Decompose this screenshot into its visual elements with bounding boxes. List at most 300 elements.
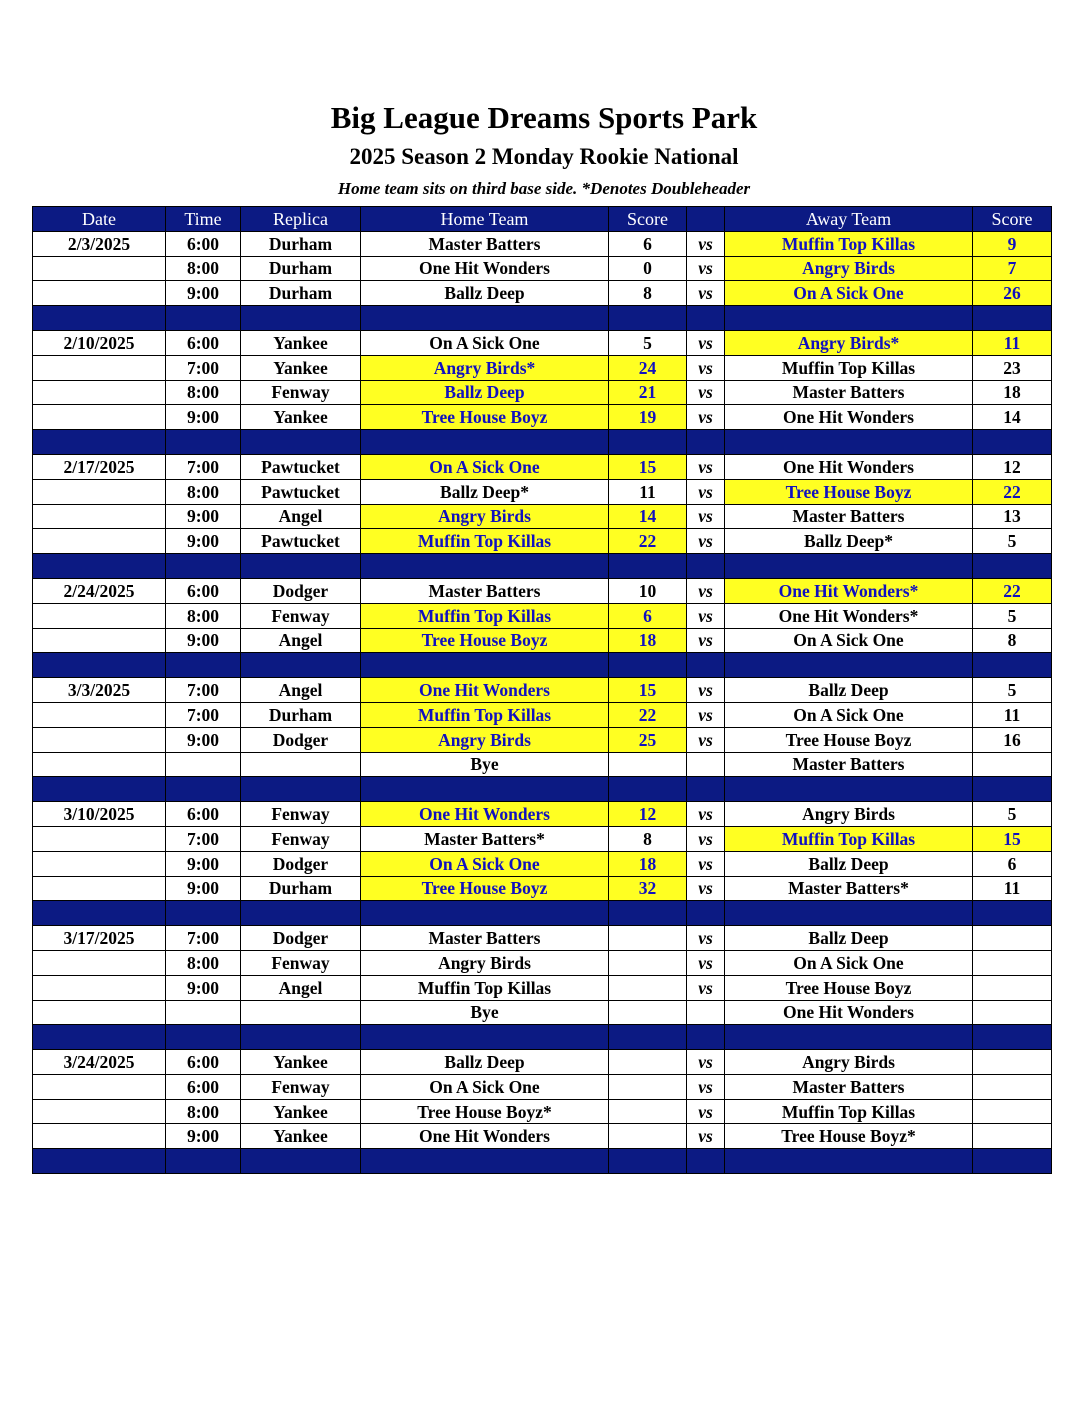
vs-cell: vs xyxy=(687,926,725,951)
time-cell: 6:00 xyxy=(166,1074,241,1099)
away-score-cell: 11 xyxy=(973,876,1052,901)
separator-cell xyxy=(361,1149,609,1174)
separator-cell xyxy=(361,430,609,455)
replica-cell: Durham xyxy=(241,281,361,306)
separator-cell xyxy=(687,306,725,331)
replica-cell: Yankee xyxy=(241,1124,361,1149)
separator-cell xyxy=(725,777,973,802)
table-row xyxy=(33,926,1052,951)
separator-cell xyxy=(973,653,1052,678)
home-score-cell: 15 xyxy=(609,678,687,703)
vs-cell: vs xyxy=(687,975,725,1000)
home-score-cell: 14 xyxy=(609,504,687,529)
away-team-cell: One Hit Wonders xyxy=(725,405,973,430)
away-team-cell: On A Sick One xyxy=(725,281,973,306)
home-team-cell: Angry Birds xyxy=(361,504,609,529)
away-score-cell: 15 xyxy=(973,826,1052,851)
time-cell: 7:00 xyxy=(166,454,241,479)
home-score-cell: 11 xyxy=(609,479,687,504)
home-score-cell xyxy=(609,1000,687,1025)
table-row xyxy=(33,876,1052,901)
date-cell xyxy=(33,752,166,777)
replica-cell: Dodger xyxy=(241,851,361,876)
table-row xyxy=(33,851,1052,876)
separator-cell xyxy=(609,430,687,455)
separator-cell xyxy=(609,554,687,579)
separator-cell xyxy=(973,777,1052,802)
replica-cell: Yankee xyxy=(241,1050,361,1075)
date-cell xyxy=(33,380,166,405)
date-cell: 2/17/2025 xyxy=(33,454,166,479)
time-cell: 9:00 xyxy=(166,504,241,529)
replica-cell: Durham xyxy=(241,231,361,256)
away-score-cell: 5 xyxy=(973,802,1052,827)
date-cell xyxy=(33,851,166,876)
away-team-cell: Master Batters xyxy=(725,752,973,777)
week-separator-row xyxy=(33,901,1052,926)
home-score-cell xyxy=(609,975,687,1000)
away-score-cell: 11 xyxy=(973,330,1052,355)
table-row xyxy=(33,578,1052,603)
away-team-cell: Ballz Deep* xyxy=(725,529,973,554)
replica-cell: Fenway xyxy=(241,1074,361,1099)
away-score-cell: 5 xyxy=(973,678,1052,703)
time-cell: 9:00 xyxy=(166,975,241,1000)
time-cell: 9:00 xyxy=(166,876,241,901)
away-team-cell: Master Batters xyxy=(725,380,973,405)
away-team-cell: Ballz Deep xyxy=(725,926,973,951)
separator-cell xyxy=(609,653,687,678)
away-team-cell: Angry Birds xyxy=(725,1050,973,1075)
separator-cell xyxy=(687,430,725,455)
separator-cell xyxy=(241,306,361,331)
vs-cell: vs xyxy=(687,1124,725,1149)
away-team-cell: Tree House Boyz xyxy=(725,975,973,1000)
home-team-cell: Muffin Top Killas xyxy=(361,975,609,1000)
separator-cell xyxy=(33,1149,166,1174)
home-team-cell: Angry Birds xyxy=(361,950,609,975)
separator-cell xyxy=(609,306,687,331)
away-team-cell: Tree House Boyz* xyxy=(725,1124,973,1149)
separator-cell xyxy=(973,430,1052,455)
vs-cell: vs xyxy=(687,504,725,529)
date-cell xyxy=(33,727,166,752)
away-score-cell: 14 xyxy=(973,405,1052,430)
separator-cell xyxy=(33,777,166,802)
week-separator-row xyxy=(33,653,1052,678)
home-score-cell xyxy=(609,1099,687,1124)
date-cell xyxy=(33,1000,166,1025)
vs-cell: vs xyxy=(687,802,725,827)
separator-cell xyxy=(33,653,166,678)
home-score-cell: 22 xyxy=(609,529,687,554)
away-score-cell xyxy=(973,950,1052,975)
table-row xyxy=(33,603,1052,628)
date-cell: 3/24/2025 xyxy=(33,1050,166,1075)
replica-cell: Yankee xyxy=(241,405,361,430)
separator-cell xyxy=(241,554,361,579)
home-score-cell: 15 xyxy=(609,454,687,479)
date-cell xyxy=(33,479,166,504)
col-header-home-team: Home Team xyxy=(361,207,609,232)
separator-cell xyxy=(687,653,725,678)
table-row xyxy=(33,678,1052,703)
away-score-cell xyxy=(973,1099,1052,1124)
time-cell xyxy=(166,1000,241,1025)
time-cell: 9:00 xyxy=(166,851,241,876)
separator-cell xyxy=(33,306,166,331)
date-cell: 2/24/2025 xyxy=(33,578,166,603)
away-score-cell xyxy=(973,752,1052,777)
away-team-cell: One Hit Wonders* xyxy=(725,578,973,603)
separator-cell xyxy=(973,1149,1052,1174)
date-cell xyxy=(33,1099,166,1124)
time-cell: 9:00 xyxy=(166,281,241,306)
separator-cell xyxy=(166,1149,241,1174)
separator-cell xyxy=(361,777,609,802)
away-score-cell: 26 xyxy=(973,281,1052,306)
separator-cell xyxy=(725,306,973,331)
separator-cell xyxy=(725,1149,973,1174)
vs-cell: vs xyxy=(687,1074,725,1099)
time-cell: 7:00 xyxy=(166,355,241,380)
date-cell xyxy=(33,603,166,628)
separator-cell xyxy=(166,777,241,802)
home-score-cell: 5 xyxy=(609,330,687,355)
vs-cell: vs xyxy=(687,355,725,380)
replica-cell: Fenway xyxy=(241,603,361,628)
vs-cell xyxy=(687,1000,725,1025)
date-cell xyxy=(33,281,166,306)
home-team-cell: Tree House Boyz xyxy=(361,405,609,430)
home-score-cell xyxy=(609,950,687,975)
date-cell xyxy=(33,950,166,975)
vs-cell: vs xyxy=(687,876,725,901)
col-header-away-score: Score xyxy=(973,207,1052,232)
separator-cell xyxy=(973,554,1052,579)
schedule-table xyxy=(32,206,1052,1174)
table-row xyxy=(33,975,1052,1000)
home-team-cell: Angry Birds* xyxy=(361,355,609,380)
home-score-cell: 24 xyxy=(609,355,687,380)
vs-cell xyxy=(687,752,725,777)
time-cell: 6:00 xyxy=(166,802,241,827)
separator-cell xyxy=(973,901,1052,926)
time-cell: 9:00 xyxy=(166,628,241,653)
away-score-cell: 6 xyxy=(973,851,1052,876)
table-row xyxy=(33,231,1052,256)
separator-cell xyxy=(241,777,361,802)
col-header-vs xyxy=(687,207,725,232)
vs-cell: vs xyxy=(687,281,725,306)
separator-cell xyxy=(361,901,609,926)
schedule-body xyxy=(33,231,1052,1173)
week-separator-row xyxy=(33,1025,1052,1050)
date-cell: 3/10/2025 xyxy=(33,802,166,827)
away-score-cell: 13 xyxy=(973,504,1052,529)
home-team-cell: Master Batters* xyxy=(361,826,609,851)
replica-cell: Angel xyxy=(241,628,361,653)
home-team-cell: One Hit Wonders xyxy=(361,678,609,703)
replica-cell: Yankee xyxy=(241,330,361,355)
home-team-cell: Muffin Top Killas xyxy=(361,603,609,628)
home-score-cell: 8 xyxy=(609,826,687,851)
away-score-cell: 9 xyxy=(973,231,1052,256)
home-team-cell: On A Sick One xyxy=(361,851,609,876)
away-team-cell: Ballz Deep xyxy=(725,851,973,876)
separator-cell xyxy=(241,653,361,678)
separator-cell xyxy=(687,554,725,579)
separator-cell xyxy=(33,430,166,455)
away-score-cell xyxy=(973,926,1052,951)
date-cell xyxy=(33,975,166,1000)
vs-cell: vs xyxy=(687,727,725,752)
away-score-cell: 22 xyxy=(973,479,1052,504)
home-team-cell: On A Sick One xyxy=(361,330,609,355)
away-score-cell: 23 xyxy=(973,355,1052,380)
time-cell: 7:00 xyxy=(166,678,241,703)
week-separator-row xyxy=(33,306,1052,331)
time-cell: 9:00 xyxy=(166,1124,241,1149)
away-score-cell: 18 xyxy=(973,380,1052,405)
away-team-cell: Muffin Top Killas xyxy=(725,826,973,851)
time-cell: 9:00 xyxy=(166,405,241,430)
replica-cell: Yankee xyxy=(241,355,361,380)
away-score-cell: 11 xyxy=(973,702,1052,727)
vs-cell: vs xyxy=(687,454,725,479)
vs-cell: vs xyxy=(687,603,725,628)
vs-cell: vs xyxy=(687,1050,725,1075)
separator-cell xyxy=(361,653,609,678)
away-team-cell: Angry Birds xyxy=(725,802,973,827)
home-score-cell xyxy=(609,1050,687,1075)
separator-cell xyxy=(361,306,609,331)
separator-cell xyxy=(166,430,241,455)
home-score-cell: 8 xyxy=(609,281,687,306)
home-score-cell: 10 xyxy=(609,578,687,603)
week-separator-row xyxy=(33,1149,1052,1174)
table-row xyxy=(33,802,1052,827)
vs-cell: vs xyxy=(687,405,725,430)
vs-cell: vs xyxy=(687,628,725,653)
home-score-cell: 12 xyxy=(609,802,687,827)
away-team-cell: Master Batters xyxy=(725,1074,973,1099)
separator-cell xyxy=(609,1149,687,1174)
replica-cell xyxy=(241,752,361,777)
date-cell xyxy=(33,826,166,851)
separator-cell xyxy=(361,1025,609,1050)
away-score-cell xyxy=(973,1050,1052,1075)
home-team-cell: Tree House Boyz xyxy=(361,628,609,653)
away-score-cell: 22 xyxy=(973,578,1052,603)
home-team-cell: Tree House Boyz xyxy=(361,876,609,901)
away-score-cell: 7 xyxy=(973,256,1052,281)
away-score-cell: 5 xyxy=(973,603,1052,628)
home-score-cell: 22 xyxy=(609,702,687,727)
separator-cell xyxy=(687,777,725,802)
replica-cell: Pawtucket xyxy=(241,454,361,479)
away-team-cell: One Hit Wonders xyxy=(725,454,973,479)
time-cell: 8:00 xyxy=(166,1099,241,1124)
table-row xyxy=(33,826,1052,851)
away-score-cell: 5 xyxy=(973,529,1052,554)
away-score-cell: 8 xyxy=(973,628,1052,653)
home-score-cell: 6 xyxy=(609,603,687,628)
separator-cell xyxy=(725,901,973,926)
separator-cell xyxy=(609,1025,687,1050)
home-score-cell: 6 xyxy=(609,231,687,256)
separator-cell xyxy=(725,1025,973,1050)
vs-cell: vs xyxy=(687,826,725,851)
separator-cell xyxy=(973,1025,1052,1050)
table-row xyxy=(33,281,1052,306)
table-row xyxy=(33,1050,1052,1075)
date-cell xyxy=(33,405,166,430)
home-score-cell: 18 xyxy=(609,628,687,653)
col-header-time: Time xyxy=(166,207,241,232)
home-score-cell: 19 xyxy=(609,405,687,430)
separator-cell xyxy=(609,901,687,926)
vs-cell: vs xyxy=(687,231,725,256)
vs-cell: vs xyxy=(687,330,725,355)
vs-cell: vs xyxy=(687,256,725,281)
home-score-cell: 21 xyxy=(609,380,687,405)
vs-cell: vs xyxy=(687,578,725,603)
date-cell: 2/3/2025 xyxy=(33,231,166,256)
home-score-cell xyxy=(609,752,687,777)
separator-cell xyxy=(33,554,166,579)
table-row xyxy=(33,330,1052,355)
home-team-cell: Ballz Deep xyxy=(361,281,609,306)
home-team-cell: One Hit Wonders xyxy=(361,802,609,827)
away-score-cell xyxy=(973,1124,1052,1149)
date-cell: 2/10/2025 xyxy=(33,330,166,355)
time-cell: 6:00 xyxy=(166,231,241,256)
time-cell: 8:00 xyxy=(166,479,241,504)
away-team-cell: Master Batters xyxy=(725,504,973,529)
home-score-cell: 0 xyxy=(609,256,687,281)
date-cell xyxy=(33,702,166,727)
home-team-cell: Master Batters xyxy=(361,578,609,603)
table-row xyxy=(33,1124,1052,1149)
home-score-cell xyxy=(609,926,687,951)
col-header-away-team: Away Team xyxy=(725,207,973,232)
replica-cell: Durham xyxy=(241,702,361,727)
replica-cell: Yankee xyxy=(241,1099,361,1124)
separator-cell xyxy=(725,430,973,455)
vs-cell: vs xyxy=(687,479,725,504)
home-team-cell: Master Batters xyxy=(361,231,609,256)
week-separator-row xyxy=(33,554,1052,579)
table-row xyxy=(33,380,1052,405)
separator-cell xyxy=(241,1025,361,1050)
replica-cell: Dodger xyxy=(241,578,361,603)
vs-cell: vs xyxy=(687,851,725,876)
replica-cell: Angel xyxy=(241,975,361,1000)
away-score-cell: 16 xyxy=(973,727,1052,752)
home-team-cell: On A Sick One xyxy=(361,1074,609,1099)
date-cell xyxy=(33,1124,166,1149)
replica-cell: Fenway xyxy=(241,826,361,851)
header-row xyxy=(33,207,1052,232)
date-cell xyxy=(33,876,166,901)
separator-cell xyxy=(33,1025,166,1050)
away-score-cell xyxy=(973,1074,1052,1099)
week-separator-row xyxy=(33,777,1052,802)
date-cell xyxy=(33,529,166,554)
home-team-cell: On A Sick One xyxy=(361,454,609,479)
replica-cell: Angel xyxy=(241,678,361,703)
home-team-cell: Ballz Deep xyxy=(361,380,609,405)
vs-cell: vs xyxy=(687,950,725,975)
table-row xyxy=(33,727,1052,752)
table-row xyxy=(33,405,1052,430)
home-team-cell: Ballz Deep xyxy=(361,1050,609,1075)
separator-cell xyxy=(166,653,241,678)
home-team-cell: Ballz Deep* xyxy=(361,479,609,504)
col-header-home-score: Score xyxy=(609,207,687,232)
time-cell: 8:00 xyxy=(166,380,241,405)
time-cell: 6:00 xyxy=(166,578,241,603)
separator-cell xyxy=(166,901,241,926)
home-score-cell: 32 xyxy=(609,876,687,901)
time-cell: 9:00 xyxy=(166,727,241,752)
week-separator-row xyxy=(33,430,1052,455)
time-cell: 8:00 xyxy=(166,603,241,628)
home-team-cell: Tree House Boyz* xyxy=(361,1099,609,1124)
away-team-cell: Muffin Top Killas xyxy=(725,355,973,380)
away-team-cell: Angry Birds* xyxy=(725,330,973,355)
home-score-cell xyxy=(609,1074,687,1099)
table-row xyxy=(33,256,1052,281)
away-team-cell: One Hit Wonders* xyxy=(725,603,973,628)
replica-cell: Durham xyxy=(241,256,361,281)
away-team-cell: Master Batters* xyxy=(725,876,973,901)
home-team-cell: Master Batters xyxy=(361,926,609,951)
date-cell xyxy=(33,256,166,281)
vs-cell: vs xyxy=(687,702,725,727)
separator-cell xyxy=(166,306,241,331)
away-score-cell: 12 xyxy=(973,454,1052,479)
replica-cell: Durham xyxy=(241,876,361,901)
replica-cell xyxy=(241,1000,361,1025)
date-cell: 3/3/2025 xyxy=(33,678,166,703)
time-cell: 8:00 xyxy=(166,950,241,975)
home-team-cell: One Hit Wonders xyxy=(361,256,609,281)
table-row xyxy=(33,1099,1052,1124)
separator-cell xyxy=(241,430,361,455)
table-row xyxy=(33,529,1052,554)
vs-cell: vs xyxy=(687,380,725,405)
table-row xyxy=(33,628,1052,653)
away-team-cell: On A Sick One xyxy=(725,628,973,653)
away-team-cell: Tree House Boyz xyxy=(725,727,973,752)
separator-cell xyxy=(361,554,609,579)
separator-cell xyxy=(241,901,361,926)
away-team-cell: On A Sick One xyxy=(725,702,973,727)
table-row xyxy=(33,950,1052,975)
table-row xyxy=(33,504,1052,529)
separator-cell xyxy=(725,653,973,678)
away-team-cell: Ballz Deep xyxy=(725,678,973,703)
time-cell: 7:00 xyxy=(166,926,241,951)
page-title: Big League Dreams Sports Park xyxy=(330,100,758,135)
home-team-cell: One Hit Wonders xyxy=(361,1124,609,1149)
separator-cell xyxy=(687,1149,725,1174)
separator-cell xyxy=(241,1149,361,1174)
away-team-cell: One Hit Wonders xyxy=(725,1000,973,1025)
time-cell: 6:00 xyxy=(166,1050,241,1075)
